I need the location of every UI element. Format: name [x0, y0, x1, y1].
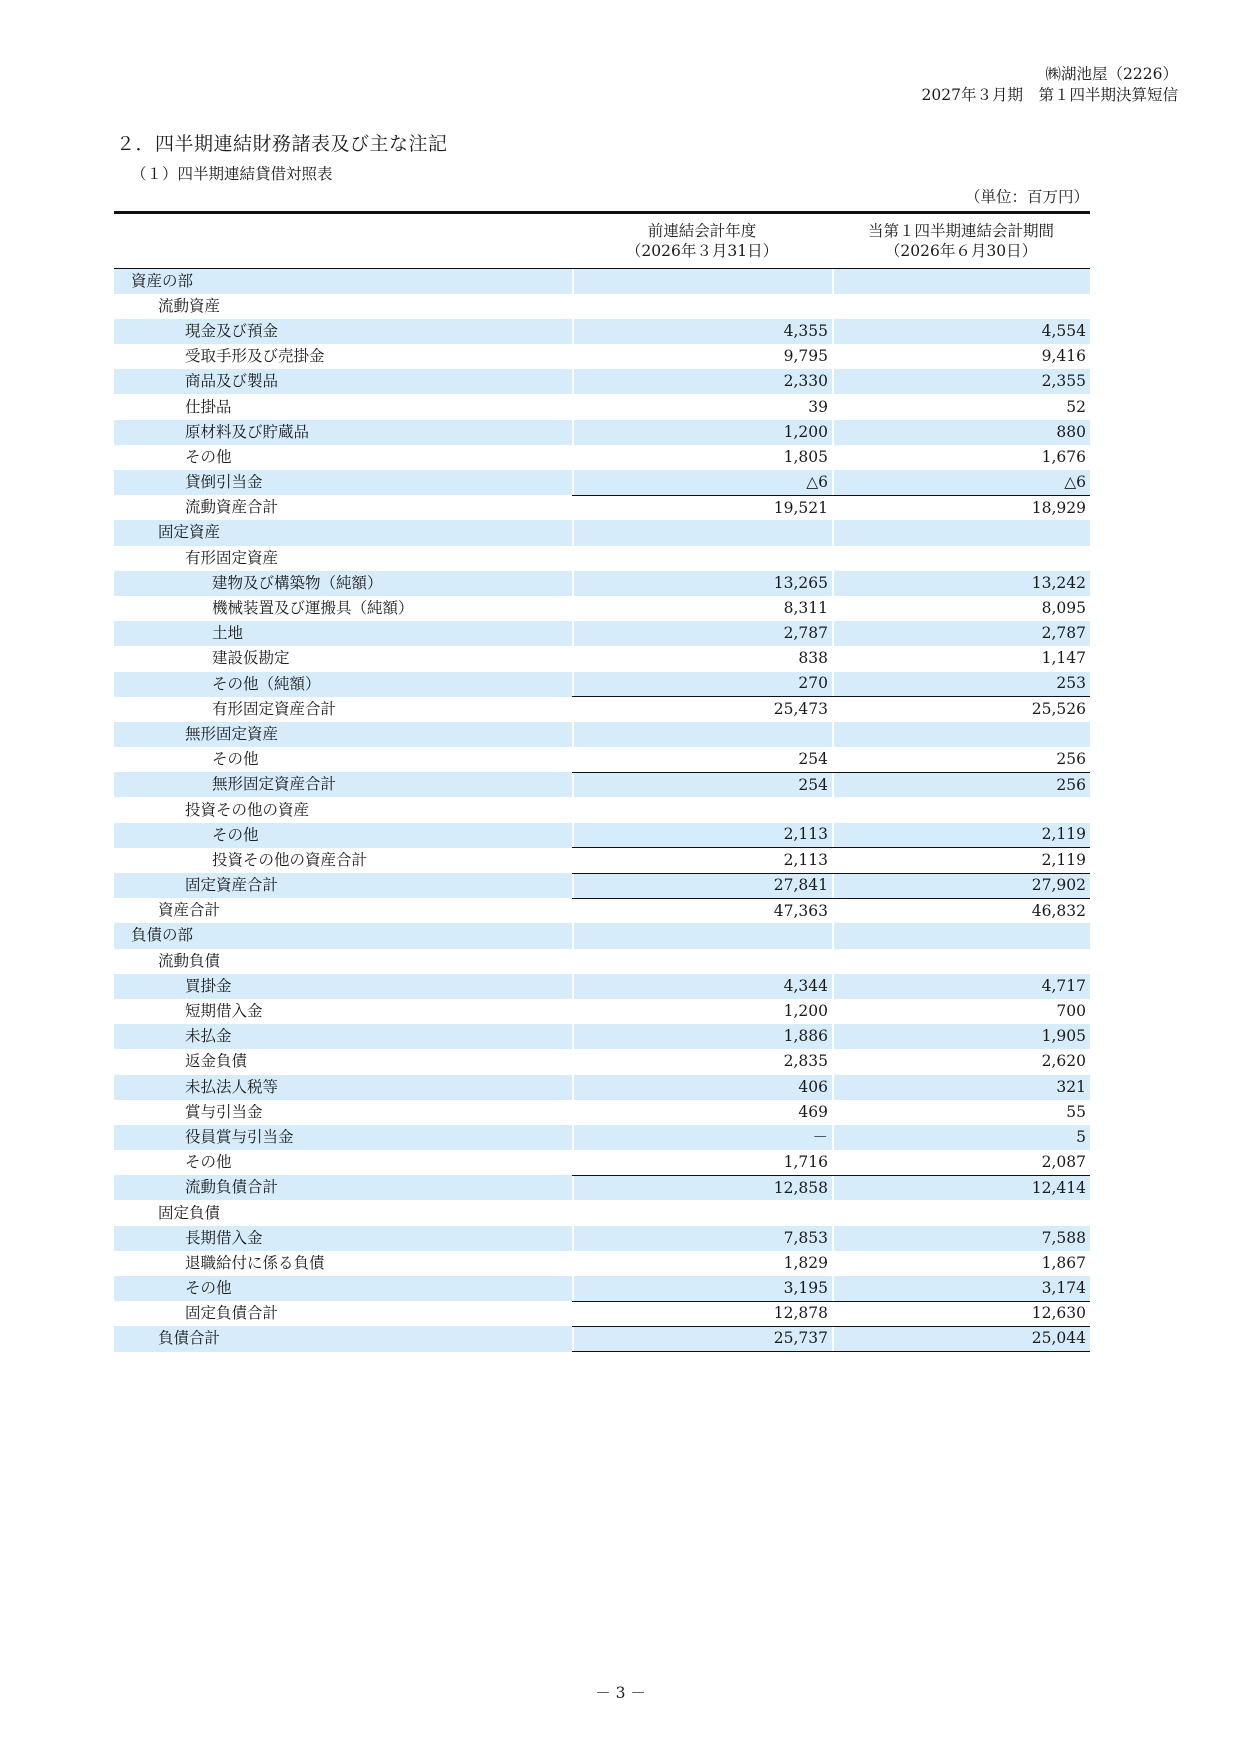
- prev-period-value: 25,737: [572, 1326, 832, 1351]
- table-row: [114, 898, 1090, 923]
- prev-period-value: 12,878: [572, 1301, 832, 1326]
- prev-period-value: 1,886: [572, 1024, 832, 1049]
- curr-period-value: 3,174: [832, 1276, 1090, 1301]
- table-row: [114, 697, 1090, 722]
- row-label: 固定負債: [158, 1203, 221, 1222]
- table-row: [114, 1024, 1090, 1049]
- curr-period-value: 7,588: [832, 1226, 1090, 1251]
- table-row: [114, 823, 1090, 848]
- prev-period-value: 13,265: [572, 571, 832, 596]
- row-label: 受取手形及び売掛金: [185, 347, 325, 366]
- row-label: 資産合計: [158, 901, 221, 920]
- table-row: [114, 672, 1090, 697]
- row-label: 長期借入金: [114, 1226, 572, 1251]
- prev-period-value: △6: [572, 470, 832, 495]
- prev-period-value: 838: [798, 649, 828, 668]
- prev-period-value: 469: [798, 1102, 828, 1121]
- table-row: [114, 848, 1090, 873]
- row-label: 返金負債: [185, 1052, 248, 1071]
- table-header: [114, 213, 1090, 269]
- table-row: [114, 747, 1090, 772]
- row-label: 流動資産: [158, 296, 221, 315]
- curr-period-value: 2,620: [1041, 1052, 1086, 1071]
- row-label: その他: [212, 750, 259, 769]
- curr-period-header: [832, 213, 1090, 269]
- row-label: 建設仮勘定: [212, 649, 290, 668]
- row-label: 無形固定資産合計: [114, 772, 572, 797]
- prev-period-value: 3,195: [572, 1276, 832, 1301]
- company-header: ㈱湖池屋（2226）: [1045, 65, 1178, 83]
- table-row: [114, 772, 1090, 797]
- prev-period-value: －: [572, 1125, 832, 1150]
- table-row: [114, 495, 1090, 520]
- label-column-header: [114, 213, 572, 269]
- curr-period-value: 1,676: [1041, 447, 1086, 466]
- curr-period-value: [832, 722, 1090, 747]
- row-label: 建物及び構築物（純額）: [114, 571, 572, 596]
- curr-period-value: [832, 949, 1090, 974]
- curr-period-value: 2,119: [832, 848, 1090, 873]
- curr-period-value: 27,902: [832, 873, 1090, 898]
- curr-period-value: 5: [832, 1125, 1090, 1150]
- table-row: [114, 1049, 1090, 1074]
- table-row: [114, 1150, 1090, 1175]
- row-label: 貸倒引当金: [114, 470, 572, 495]
- prev-period-value: 7,853: [572, 1226, 832, 1251]
- curr-period-value: 1,867: [1041, 1253, 1086, 1272]
- curr-period-value: [832, 269, 1090, 294]
- table-row: [114, 999, 1090, 1024]
- row-label: 有形固定資産: [185, 548, 279, 567]
- row-label: 未払法人税等: [114, 1075, 572, 1100]
- curr-period-value: [832, 520, 1090, 545]
- curr-period-value: [832, 546, 1090, 571]
- row-label: 短期借入金: [185, 1002, 263, 1021]
- prev-period-value: [572, 1200, 832, 1225]
- curr-period-value: 18,929: [832, 495, 1090, 520]
- curr-period-value: 8,095: [1041, 599, 1086, 618]
- prev-period-value: 254: [798, 749, 828, 768]
- balance-sheet-table: [114, 211, 1090, 1352]
- prev-period-value: 47,363: [572, 898, 832, 923]
- table-row: [114, 1175, 1090, 1200]
- prev-period-value: 2,113: [572, 848, 832, 873]
- prev-period-value: [572, 269, 832, 294]
- prev-period-value: 2,330: [572, 369, 832, 394]
- row-label: その他: [114, 823, 572, 848]
- row-label: 流動負債合計: [114, 1175, 572, 1200]
- prev-period-value: 1,716: [783, 1152, 828, 1171]
- row-label: 流動負債: [158, 951, 221, 970]
- table-row: [114, 1251, 1090, 1276]
- prev-period-value: 19,521: [572, 495, 832, 520]
- row-label: 資産の部: [114, 269, 572, 294]
- prev-period-value: 406: [572, 1075, 832, 1100]
- table-row: [114, 596, 1090, 621]
- curr-period-value: 2,355: [832, 369, 1090, 394]
- prev-period-value: [572, 949, 832, 974]
- curr-period-value: [832, 1200, 1090, 1225]
- table-row: [114, 722, 1090, 747]
- table-row: [114, 923, 1090, 948]
- row-label: 投資その他の資産合計: [212, 850, 368, 869]
- table-row: [114, 470, 1090, 495]
- curr-period-title: 当第１四半期連結会計期間: [867, 222, 1054, 240]
- row-label: その他: [114, 1276, 572, 1301]
- prev-period-value: 4,355: [572, 319, 832, 344]
- row-label: 投資その他の資産: [185, 800, 310, 819]
- prev-period-value: 9,795: [783, 347, 828, 366]
- curr-period-value: [832, 294, 1090, 319]
- prev-period-value: [572, 546, 832, 571]
- prev-period-value: 27,841: [572, 873, 832, 898]
- curr-period-date: （2026年６月30日）: [884, 242, 1038, 260]
- row-label: その他: [185, 447, 232, 466]
- prev-period-value: 1,805: [783, 447, 828, 466]
- row-label: 未払金: [114, 1024, 572, 1049]
- curr-period-value: △6: [832, 470, 1090, 495]
- table-row: [114, 394, 1090, 419]
- curr-period-value: 12,630: [832, 1301, 1090, 1326]
- row-label: 有形固定資産合計: [212, 699, 337, 718]
- table-row: [114, 546, 1090, 571]
- prev-period-value: [572, 923, 832, 948]
- curr-period-value: 700: [1056, 1002, 1086, 1021]
- row-label: 現金及び預金: [114, 319, 572, 344]
- table-row: [114, 319, 1090, 344]
- prev-period-value: 8,311: [783, 599, 828, 618]
- curr-period-value: 321: [832, 1075, 1090, 1100]
- curr-period-value: 256: [1056, 749, 1086, 768]
- table-row: [114, 621, 1090, 646]
- table-row: [114, 1100, 1090, 1125]
- row-label: 無形固定資産: [114, 722, 572, 747]
- row-label: 負債合計: [114, 1326, 572, 1351]
- row-label: 固定資産: [114, 520, 572, 545]
- row-label: 固定負債合計: [185, 1304, 279, 1323]
- row-label: 負債の部: [114, 923, 572, 948]
- row-label: 買掛金: [114, 974, 572, 999]
- row-label: 土地: [114, 621, 572, 646]
- prev-period-value: [572, 294, 832, 319]
- curr-period-value: 253: [832, 672, 1090, 697]
- curr-period-value: 12,414: [832, 1175, 1090, 1200]
- prev-period-value: 2,113: [572, 823, 832, 848]
- table-row: [114, 520, 1090, 545]
- prev-period-value: 1,829: [783, 1253, 828, 1272]
- curr-period-value: 52: [1066, 397, 1086, 416]
- prev-period-value: 270: [572, 672, 832, 697]
- curr-period-value: 2,087: [1041, 1152, 1086, 1171]
- row-label: 仕掛品: [185, 397, 232, 416]
- prev-period-value: 2,787: [572, 621, 832, 646]
- curr-period-value: 13,242: [832, 571, 1090, 596]
- row-label: 商品及び製品: [114, 369, 572, 394]
- page-number: － 3 －: [595, 1684, 646, 1702]
- row-label: 役員賞与引当金: [114, 1125, 572, 1150]
- prev-period-value: [572, 797, 832, 822]
- subsection-title: （１）四半期連結貸借対照表: [131, 165, 333, 183]
- unit-label: （単位：百万円）: [964, 188, 1089, 206]
- curr-period-value: 880: [832, 420, 1090, 445]
- row-label: 機械装置及び運搬具（純額）: [212, 599, 414, 618]
- prev-period-value: 2,835: [783, 1052, 828, 1071]
- table-body: [114, 269, 1090, 1352]
- curr-period-value: 46,832: [832, 898, 1090, 923]
- curr-period-value: 25,526: [832, 697, 1090, 722]
- curr-period-value: 256: [832, 772, 1090, 797]
- table-row: [114, 369, 1090, 394]
- table-row: [114, 294, 1090, 319]
- row-label: 賞与引当金: [185, 1102, 263, 1121]
- curr-period-value: 55: [1066, 1102, 1086, 1121]
- prev-period-value: 4,344: [572, 974, 832, 999]
- prev-period-value: 254: [572, 772, 832, 797]
- prev-period-value: 39: [808, 397, 828, 416]
- prev-period-value: 1,200: [572, 420, 832, 445]
- prev-period-value: 25,473: [572, 697, 832, 722]
- prev-period-value: 1,200: [783, 1002, 828, 1021]
- curr-period-value: [832, 797, 1090, 822]
- table-row: [114, 646, 1090, 671]
- table-row: [114, 571, 1090, 596]
- prev-period-value: [572, 722, 832, 747]
- table-row: [114, 1200, 1090, 1225]
- prev-period-value: 12,858: [572, 1175, 832, 1200]
- table-row: [114, 1125, 1090, 1150]
- row-label: 原材料及び貯蔵品: [114, 420, 572, 445]
- period-header: 2027年３月期 第１四半期決算短信: [921, 86, 1178, 104]
- curr-period-value: 4,717: [832, 974, 1090, 999]
- prev-period-date: （2026年３月31日）: [625, 242, 779, 260]
- table-row: [114, 344, 1090, 369]
- row-label: 流動資産合計: [185, 498, 279, 517]
- curr-period-value: 1,147: [1041, 649, 1086, 668]
- curr-period-value: 25,044: [832, 1326, 1090, 1351]
- table-row: [114, 420, 1090, 445]
- table-row: [114, 797, 1090, 822]
- table-row: [114, 1301, 1090, 1326]
- table-row: [114, 873, 1090, 898]
- row-label: その他: [185, 1153, 232, 1172]
- curr-period-value: [832, 923, 1090, 948]
- curr-period-value: 2,119: [832, 823, 1090, 848]
- table-row: [114, 1276, 1090, 1301]
- curr-period-value: 9,416: [1041, 347, 1086, 366]
- table-row: [114, 974, 1090, 999]
- row-label: その他（純額）: [114, 672, 572, 697]
- row-label: 退職給付に係る負債: [185, 1253, 325, 1272]
- table-row: [114, 445, 1090, 470]
- curr-period-value: 4,554: [832, 319, 1090, 344]
- table-row: [114, 949, 1090, 974]
- section-title: ２．四半期連結財務諸表及び主な注記: [116, 133, 448, 155]
- prev-period-header: [572, 213, 832, 269]
- table-row: [114, 269, 1090, 294]
- table-row: [114, 1326, 1090, 1351]
- curr-period-value: 1,905: [832, 1024, 1090, 1049]
- row-label: 固定資産合計: [114, 873, 572, 898]
- prev-period-title: 前連結会計年度: [647, 222, 757, 240]
- curr-period-value: 2,787: [832, 621, 1090, 646]
- prev-period-value: [572, 520, 832, 545]
- table-row: [114, 1226, 1090, 1251]
- table-row: [114, 1075, 1090, 1100]
